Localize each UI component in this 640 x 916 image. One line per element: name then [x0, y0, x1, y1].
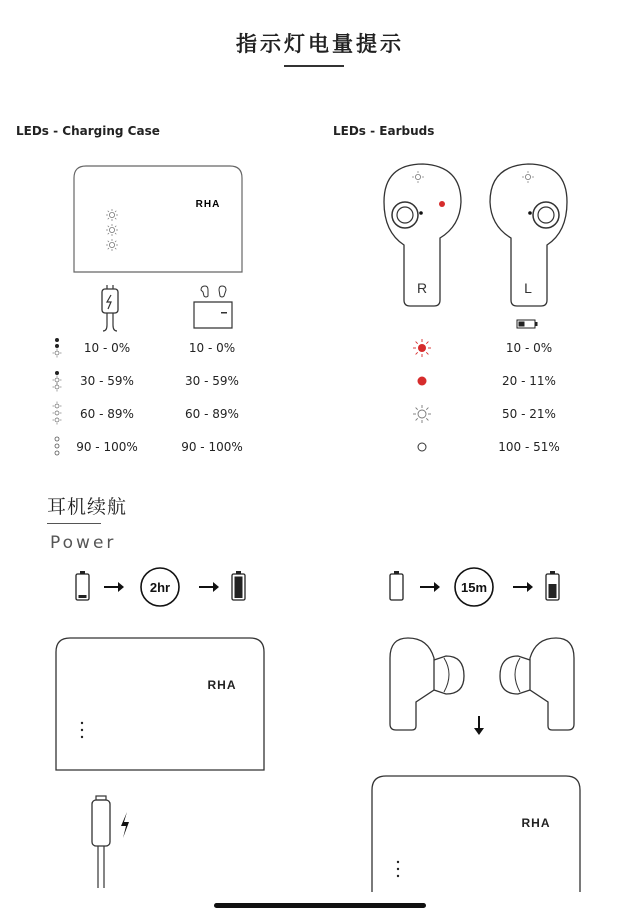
earbud-led-legend-icons [410, 338, 434, 456]
charging-case-large-illustration [54, 636, 268, 772]
arrow-down-icon [471, 714, 487, 738]
full-battery-icon [232, 571, 245, 600]
arrow-right-icon-4 [513, 582, 533, 592]
power-heading-en: Power [50, 533, 117, 553]
earbud-row-1: 10 - 0% [505, 341, 553, 355]
case-brand-logo: RHA [195, 199, 221, 210]
home-indicator[interactable] [214, 903, 426, 908]
lightning-bolt-icon [121, 812, 129, 838]
case-row-1-col2: 10 - 0% [188, 341, 236, 355]
charging-case-bottom-right-illustration [370, 774, 584, 892]
case-row-3-col1: 60 - 89% [80, 407, 134, 421]
arrow-right-icon-1 [104, 582, 124, 592]
case-led-2-icon [106, 224, 118, 236]
usb-c-cable-icon [96, 285, 124, 333]
case-leds-heading: LEDs - Charging Case [16, 124, 160, 138]
page-title: 指示灯电量提示 [236, 32, 404, 56]
empty-battery-icon [76, 571, 89, 600]
arrow-right-icon-3 [420, 582, 440, 592]
power-heading-rule [47, 523, 101, 524]
case-led-legend-icons [50, 337, 64, 457]
earbud-row-2: 20 - 11% [502, 374, 556, 388]
arrow-right-icon-2 [199, 582, 219, 592]
case-row-2-col2: 30 - 59% [185, 374, 239, 388]
earbud-row-3: 50 - 21% [502, 407, 556, 421]
half-battery-icon [546, 571, 559, 600]
case-row-2-col1: 30 - 59% [80, 374, 134, 388]
case-charge-time-diagram [72, 566, 252, 608]
case-row-1-col1: 10 - 0% [83, 341, 131, 355]
earbud-leds-heading: LEDs - Earbuds [333, 124, 435, 138]
title-underline [284, 65, 344, 67]
right-earbud-large-illustration [388, 634, 478, 734]
buds-charge-time: 15m [460, 580, 488, 595]
buds-charge-time-diagram [386, 566, 568, 608]
bottom-right-case-brand-logo: RHA [521, 816, 551, 830]
large-case-brand-logo: RHA [207, 678, 237, 692]
case-led-3-icon [106, 239, 118, 251]
low-battery-icon [516, 318, 540, 330]
earbud-row-4: 100 - 51% [498, 440, 560, 454]
right-earbud-label: R [416, 280, 428, 296]
usb-c-cable-plug-icon [88, 796, 138, 892]
case-row-3-col2: 60 - 89% [185, 407, 239, 421]
earbud-right-illustration [380, 160, 466, 310]
charging-case-illustration [72, 164, 246, 274]
empty-battery-icon [390, 571, 403, 600]
case-row-4-col1: 90 - 100% [76, 440, 138, 454]
case-led-1-icon [106, 209, 118, 221]
earbud-left-illustration [487, 160, 573, 310]
earbuds-in-case-icon [193, 284, 233, 330]
power-heading-cn: 耳机续航 [47, 496, 128, 518]
left-earbud-label: L [524, 280, 532, 296]
case-row-4-col2: 90 - 100% [181, 440, 243, 454]
left-earbud-large-illustration [486, 634, 576, 734]
case-charge-time: 2hr [149, 580, 171, 595]
